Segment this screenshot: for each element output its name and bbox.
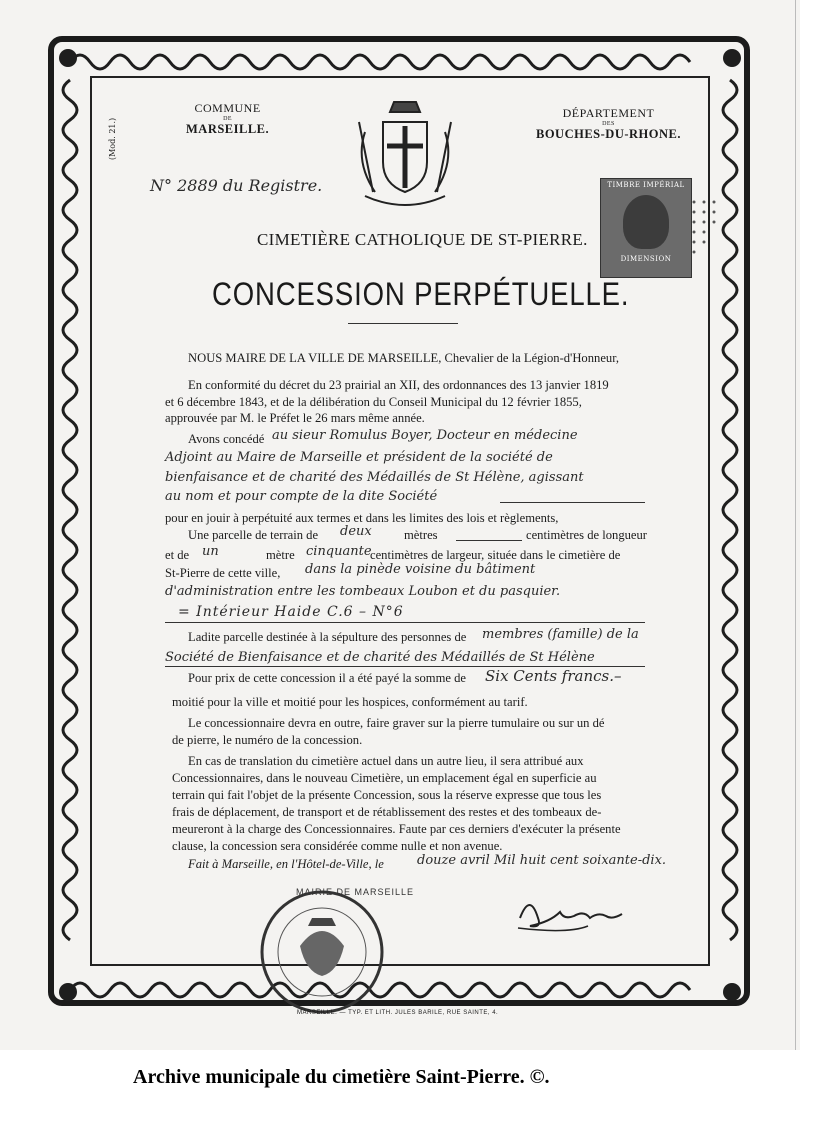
document-subtitle: CIMETIÈRE CATHOLIQUE DE ST-PIERRE. — [257, 230, 588, 249]
para-graver-1: Le concessionnaire devra en outre, faire graver sur la pierre tumulaire ou sur un dé — [188, 716, 605, 730]
hand-concessionnaire-4: au nom et pour compte de la dite Société — [165, 489, 438, 504]
registry-number: N° 2889 du Registre. — [150, 176, 323, 195]
label-fait-a: Fait à Marseille, en l'Hôtel-de-Ville, le — [188, 857, 384, 871]
hand-concessionnaire-1: au sieur Romulus Boyer, Docteur en médecine — [272, 428, 578, 443]
fill-line — [165, 622, 645, 623]
hand-location-2: d'administration entre les tombeaux Loubon et du pasquier. — [165, 584, 561, 599]
para-translation-4: frais de déplacement, de transport et de rétablissement des restes et des tombeaux de- — [172, 805, 602, 819]
para-mayor: NOUS MAIRE DE LA VILLE DE MARSEILLE, Chevalier de la Légion-d'Honneur, — [188, 351, 620, 365]
model-number: (Mod. 21.) — [108, 117, 117, 160]
hand-date: douze avril Mil huit cent soixante-dix. — [417, 853, 667, 868]
archive-caption: Archive municipale du cimetière Saint-Pierre. ©. — [133, 1066, 550, 1088]
para-decree-3: approuvée par M. le Préfet le 26 mars même année. — [165, 411, 425, 425]
hand-width: un — [202, 544, 219, 559]
para-moitie: moitié pour la ville et moitié pour les hospices, conformément au tarif. — [172, 695, 528, 709]
para-jouir: pour en jouir à perpétuité aux termes et dans les limites des lois et règlements, — [165, 511, 559, 525]
hand-concessionnaire-2: Adjoint au Maire de Marseille et président de la société de — [165, 450, 553, 465]
printer-imprint: MARSEILLE. — TYP. ET LITH. JULES BARILE, RUE SAINTE, 4. — [297, 1010, 499, 1016]
label-parcelle-destinee: Ladite parcelle destinée à la sépulture des personnes de — [188, 630, 467, 644]
hand-location-1: dans la pinède voisine du bâtiment — [305, 562, 536, 577]
header-commune: COMMUNE DE MARSEILLE. — [186, 101, 270, 136]
label-largeur: centimètres de largeur, située dans le cimetière de — [370, 548, 621, 562]
fill-line — [456, 540, 522, 541]
hand-destination-1: membres (famille) de la — [482, 627, 639, 642]
hand-destination-2: Société de Bienfaisance et de charité des Médaillés de St Hélène — [165, 650, 595, 665]
label-et-de: et de — [165, 548, 190, 562]
para-translation-3: terrain qui fait l'objet de la présente Concession, sous la réserve expresse que tous les — [172, 788, 602, 802]
hand-length: deux — [340, 524, 372, 539]
para-decree-2: et 6 décembre 1843, et de la délibération du Conseil Municipal du 12 février 1855, — [165, 395, 582, 409]
para-translation-1: En cas de translation du cimetière actuel dans un autre lieu, il sera attribué aux — [188, 754, 584, 768]
stamp-perforation-icon — [690, 196, 730, 266]
label-metre: mètre — [266, 548, 295, 562]
hand-price: Six Cents francs.– — [485, 667, 622, 685]
tax-stamp: TIMBRE IMPÉRIAL DIMENSION — [600, 178, 692, 278]
header-departement: DÉPARTEMENT DES BOUCHES-DU-RHONE. — [536, 106, 681, 141]
label-avons-concede: Avons concédé — [188, 432, 265, 446]
label-prix: Pour prix de cette concession il a été payé la somme de — [188, 671, 467, 685]
hand-width-cm: cinquante — [306, 544, 372, 559]
label-parcelle: Une parcelle de terrain de — [188, 528, 319, 542]
para-graver-2: de pierre, le numéro de la concession. — [172, 733, 363, 747]
label-st-pierre: St-Pierre de cette ville, — [165, 566, 281, 580]
title-rule — [348, 323, 458, 324]
marseille-coat-of-arms-icon — [345, 92, 465, 212]
hand-location-3: = Intérieur Haide C.6 – N°6 — [178, 604, 404, 620]
fill-line — [500, 502, 645, 503]
para-translation-2: Concessionnaires, dans le nouveau Cimetière, un emplacement égal en superficie au — [172, 771, 597, 785]
seal-text: MAIRIE DE MARSEILLE — [296, 887, 415, 897]
para-translation-5: meureront à la charge des Concessionnaires. Faute par ces derniers d'exécuter la présente — [172, 822, 621, 836]
hand-concessionnaire-3: bienfaisance et de charité des Médaillés de St Hélène, agissant — [165, 470, 584, 485]
para-decree-1: En conformité du décret du 23 prairial an XII, des ordonnances des 13 janvier 1819 — [188, 378, 609, 392]
para-translation-6: clause, la concession sera considérée comme nulle et non avenue. — [172, 839, 503, 853]
mayor-signature-icon — [510, 888, 640, 938]
document-title: CONCESSION PERPÉTUELLE. — [212, 276, 630, 312]
mairie-seal-icon — [252, 882, 392, 1022]
label-longueur: centimètres de longueur — [526, 528, 647, 542]
label-metres: mètres — [404, 528, 438, 542]
